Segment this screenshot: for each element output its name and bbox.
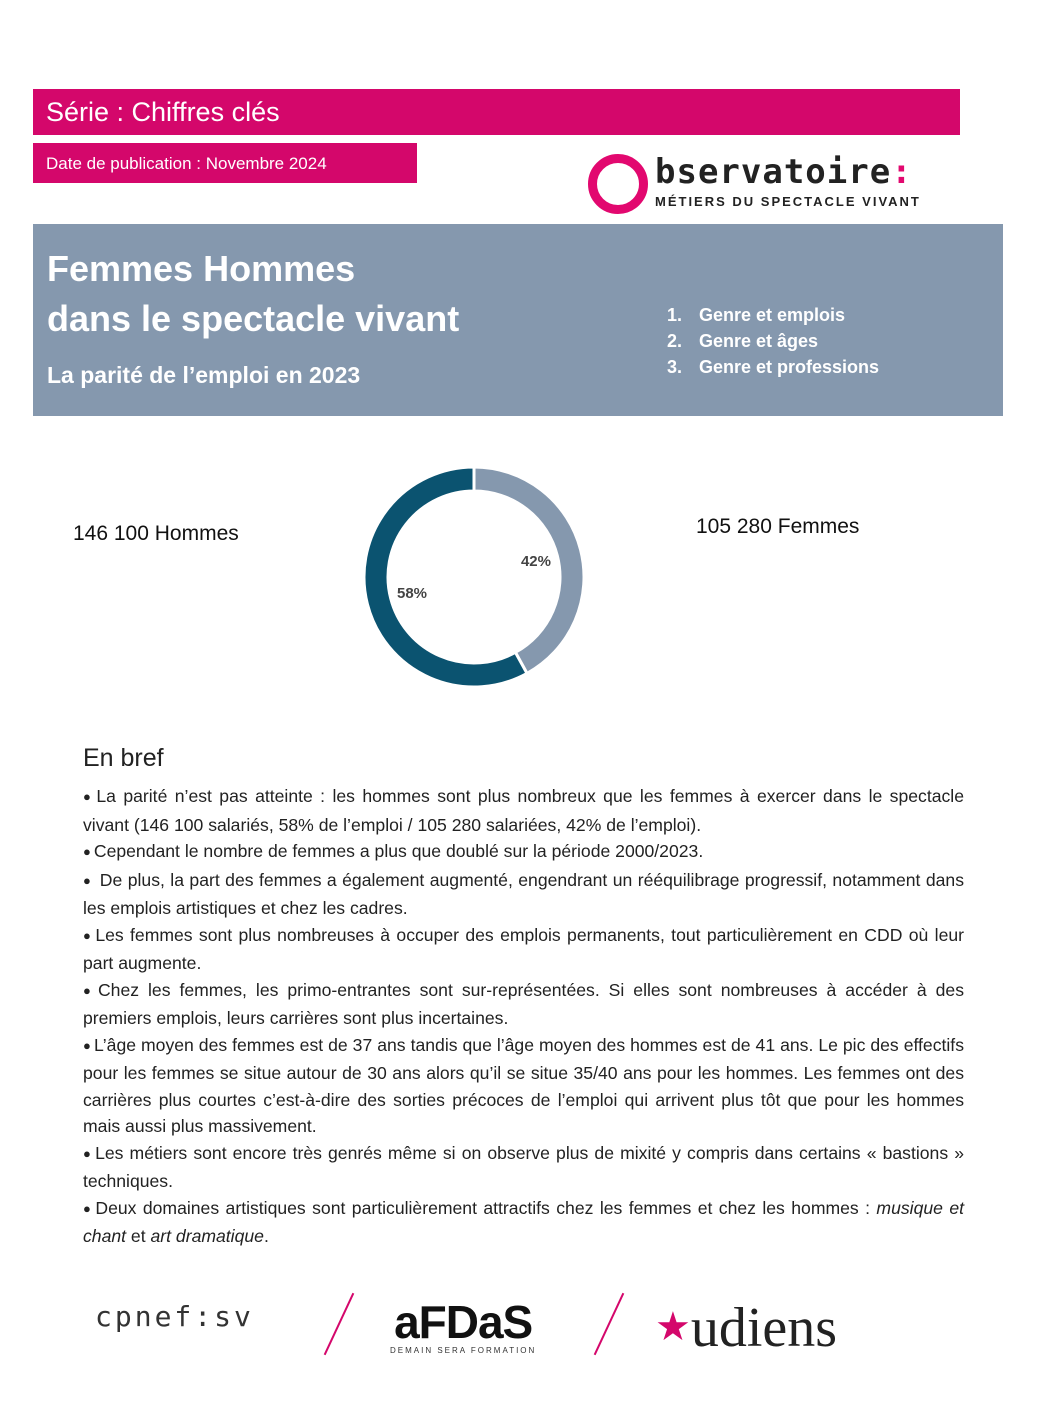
donut-slice-hommes [364, 467, 527, 687]
star-icon: ★ [655, 1304, 691, 1349]
list-item: ● Les métiers sont encore très genrés même si on observe plus de mixité y compris dans certains « bastions » techniques. [83, 1142, 964, 1191]
donut-label-femmes: 42% [520, 553, 552, 571]
toc-item: 1. Genre et emplois [667, 305, 846, 325]
table-of-contents [667, 302, 879, 380]
hommes-count-label: 146 100 Hommes [73, 522, 239, 545]
page-subtitle: La parité de l’emploi en 2023 [47, 362, 361, 388]
afdas-logo [390, 1298, 536, 1355]
logo-subtitle: MÉTIERS DU SPECTACLE VIVANT [655, 194, 921, 209]
divider-slash [324, 1293, 355, 1355]
afdas-tagline: DEMAIN SERA FORMATION [390, 1346, 537, 1355]
list-item: ● Cependant le nombre de femmes a plus que doublé sur la période 2000/2023. [83, 841, 704, 861]
toc-item: 3. Genre et professions [667, 357, 880, 377]
observatoire-logo [588, 152, 938, 218]
en-bref-list [83, 783, 964, 1250]
afdas-wordmark: aFDaS [394, 1296, 533, 1348]
publication-date-banner: Date de publication : Novembre 2024 [33, 143, 417, 183]
list-item: ● L’âge moyen des femmes est de 37 ans tandis que l’âge moyen des hommes est de 41 ans. Le pic des effectifs pour les femmes se situe autour de 30 ans alors qu’il se situe 35/40 ans pour les hommes. Les femmes ont des carrières plus courtes c’est-à-dire des sorties précoces de l’emploi qui arrivent plus tôt que pour les hommes mais aussi plus massivement. [83, 1034, 964, 1136]
donut-label-hommes: 58% [396, 584, 428, 602]
list-item: ● La parité n’est pas atteinte : les hommes sont plus nombreux que les femmes à exercer dans le spectacle vivant (146 100 salariés, 58% de l’emploi / 105 280 salariées, 42% de l’emploi). [83, 786, 965, 835]
list-item: ● Les femmes sont plus nombreuses à occuper des emplois permanents, tout particulièrement en CDD où leur part augmente. [83, 924, 964, 973]
audiens-logo: ★udiens [655, 1297, 838, 1359]
gender-donut-chart [352, 455, 596, 699]
title-block [33, 224, 1003, 416]
en-bref-heading: En bref [83, 744, 164, 772]
page-title-line1: Femmes Hommes [47, 248, 356, 289]
divider-slash [594, 1293, 625, 1355]
cpnef-logo: cpnef:sv [95, 1300, 254, 1333]
list-item: ● Deux domaines artistiques sont particulièrement attractifs chez les femmes et chez les hommes : musique et chant et art dramatique. [83, 1197, 965, 1246]
donut-slice-femmes [474, 467, 584, 673]
toc-item: 2. Genre et âges [667, 331, 819, 351]
series-banner: Série : Chiffres clés [33, 89, 960, 135]
femmes-count-label: 105 280 Femmes [696, 515, 860, 538]
list-item: ● Chez les femmes, les primo-entrantes sont sur-représentées. Si elles sont nombreuses à accéder à des premiers emplois, leurs carrières sont plus incertaines. [83, 979, 964, 1028]
page-title-line2: dans le spectacle vivant [47, 298, 460, 339]
list-item: ● De plus, la part des femmes a également augmenté, engendrant un rééquilibrage progressif, notamment dans les emplois artistiques et chez les cadres. [83, 869, 964, 918]
logo-ring-icon [588, 154, 648, 214]
logo-wordmark: bservatoire: [655, 152, 913, 192]
